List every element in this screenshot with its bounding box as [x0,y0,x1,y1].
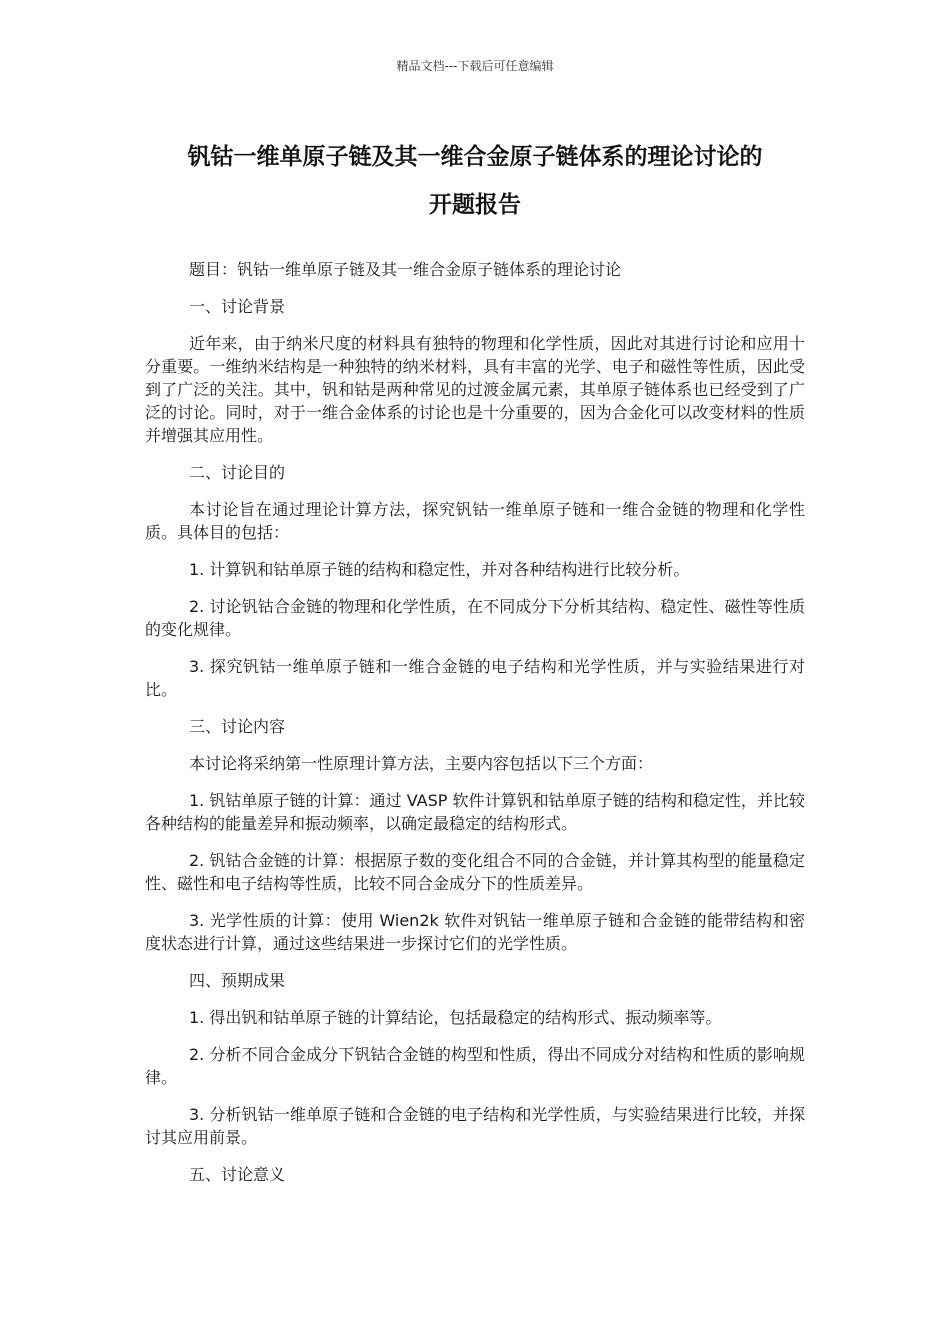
section-heading-outcomes: 四、预期成果 [189,971,286,990]
title-line-2: 开题报告 [429,192,521,218]
background-paragraph: 近年来，由于纳米尺度的材料具有独特的物理和化学性质，因此对其进行讨论和应用十分重要。一维纳米结构是一种独特的纳米材料，具有丰富的光学、电子和磁性等性质，因此受到了广泛的关注。其中，钒和钴是两种常见的过渡金属元素，其单原子链体系也已经受到了广泛的讨论。同时，对于一维合金体系的讨论也是十分重要的，因为合金化可以改变材料的性质并增强其应用性。 [145,334,805,445]
outcome-item-1: 1. 得出钒和钴单原子链的计算结论，包括最稳定的结构形式、振动频率等。 [189,1008,722,1027]
purpose-item-1: 1. 计算钒和钴单原子链的结构和稳定性，并对各种结构进行比较分析。 [189,560,690,579]
page-header-watermark: 精品文档---下载后可任意编辑 [396,59,554,73]
content-item-1: 1. 钒钴单原子链的计算：通过 VASP 软件计算钒和钴单原子链的结构和稳定性，并比较各种结构的能量差异和振动频率，以确定最稳定的结构形式。 [145,791,805,833]
document-body [145,258,805,1200]
content-intro: 本讨论将采纳第一性原理计算方法，主要内容包括以下三个方面： [189,754,654,773]
subject-line: 题目：钒钴一维单原子链及其一维合金原子链体系的理论讨论 [189,260,622,279]
section-heading-background: 一、讨论背景 [189,297,286,316]
purpose-item-2: 2. 讨论钒钴合金链的物理和化学性质，在不同成分下分析其结构、稳定性、磁性等性质的变化规律。 [145,597,805,639]
section-heading-purpose: 二、讨论目的 [189,463,286,482]
section-heading-content: 三、讨论内容 [189,717,286,736]
document-title [145,133,805,229]
outcome-item-2: 2. 分析不同合金成分下钒钴合金链的构型和性质，得出不同成分对结构和性质的影响规律。 [145,1045,805,1087]
outcome-item-3: 3. 分析钒钴一维单原子链和合金链的电子结构和光学性质，与实验结果进行比较，并探讨其应用前景。 [145,1105,805,1147]
content-item-3: 3. 光学性质的计算：使用 Wien2k 软件对钒钴一维单原子链和合金链的能带结构和密度状态进行计算，通过这些结果进一步探讨它们的光学性质。 [145,911,805,953]
purpose-intro: 本讨论旨在通过理论计算方法，探究钒钴一维单原子链和一维合金链的物理和化学性质。具体目的包括： [145,500,805,542]
content-item-2: 2. 钒钴合金链的计算：根据原子数的变化组合不同的合金链，并计算其构型的能量稳定性、磁性和电子结构等性质，比较不同合金成分下的性质差异。 [145,851,805,893]
purpose-item-3: 3. 探究钒钴一维单原子链和一维合金链的电子结构和光学性质，并与实验结果进行对比。 [145,657,805,699]
title-line-1: 钒钴一维单原子链及其一维合金原子链体系的理论讨论的 [187,144,763,170]
section-heading-significance: 五、讨论意义 [189,1165,286,1184]
